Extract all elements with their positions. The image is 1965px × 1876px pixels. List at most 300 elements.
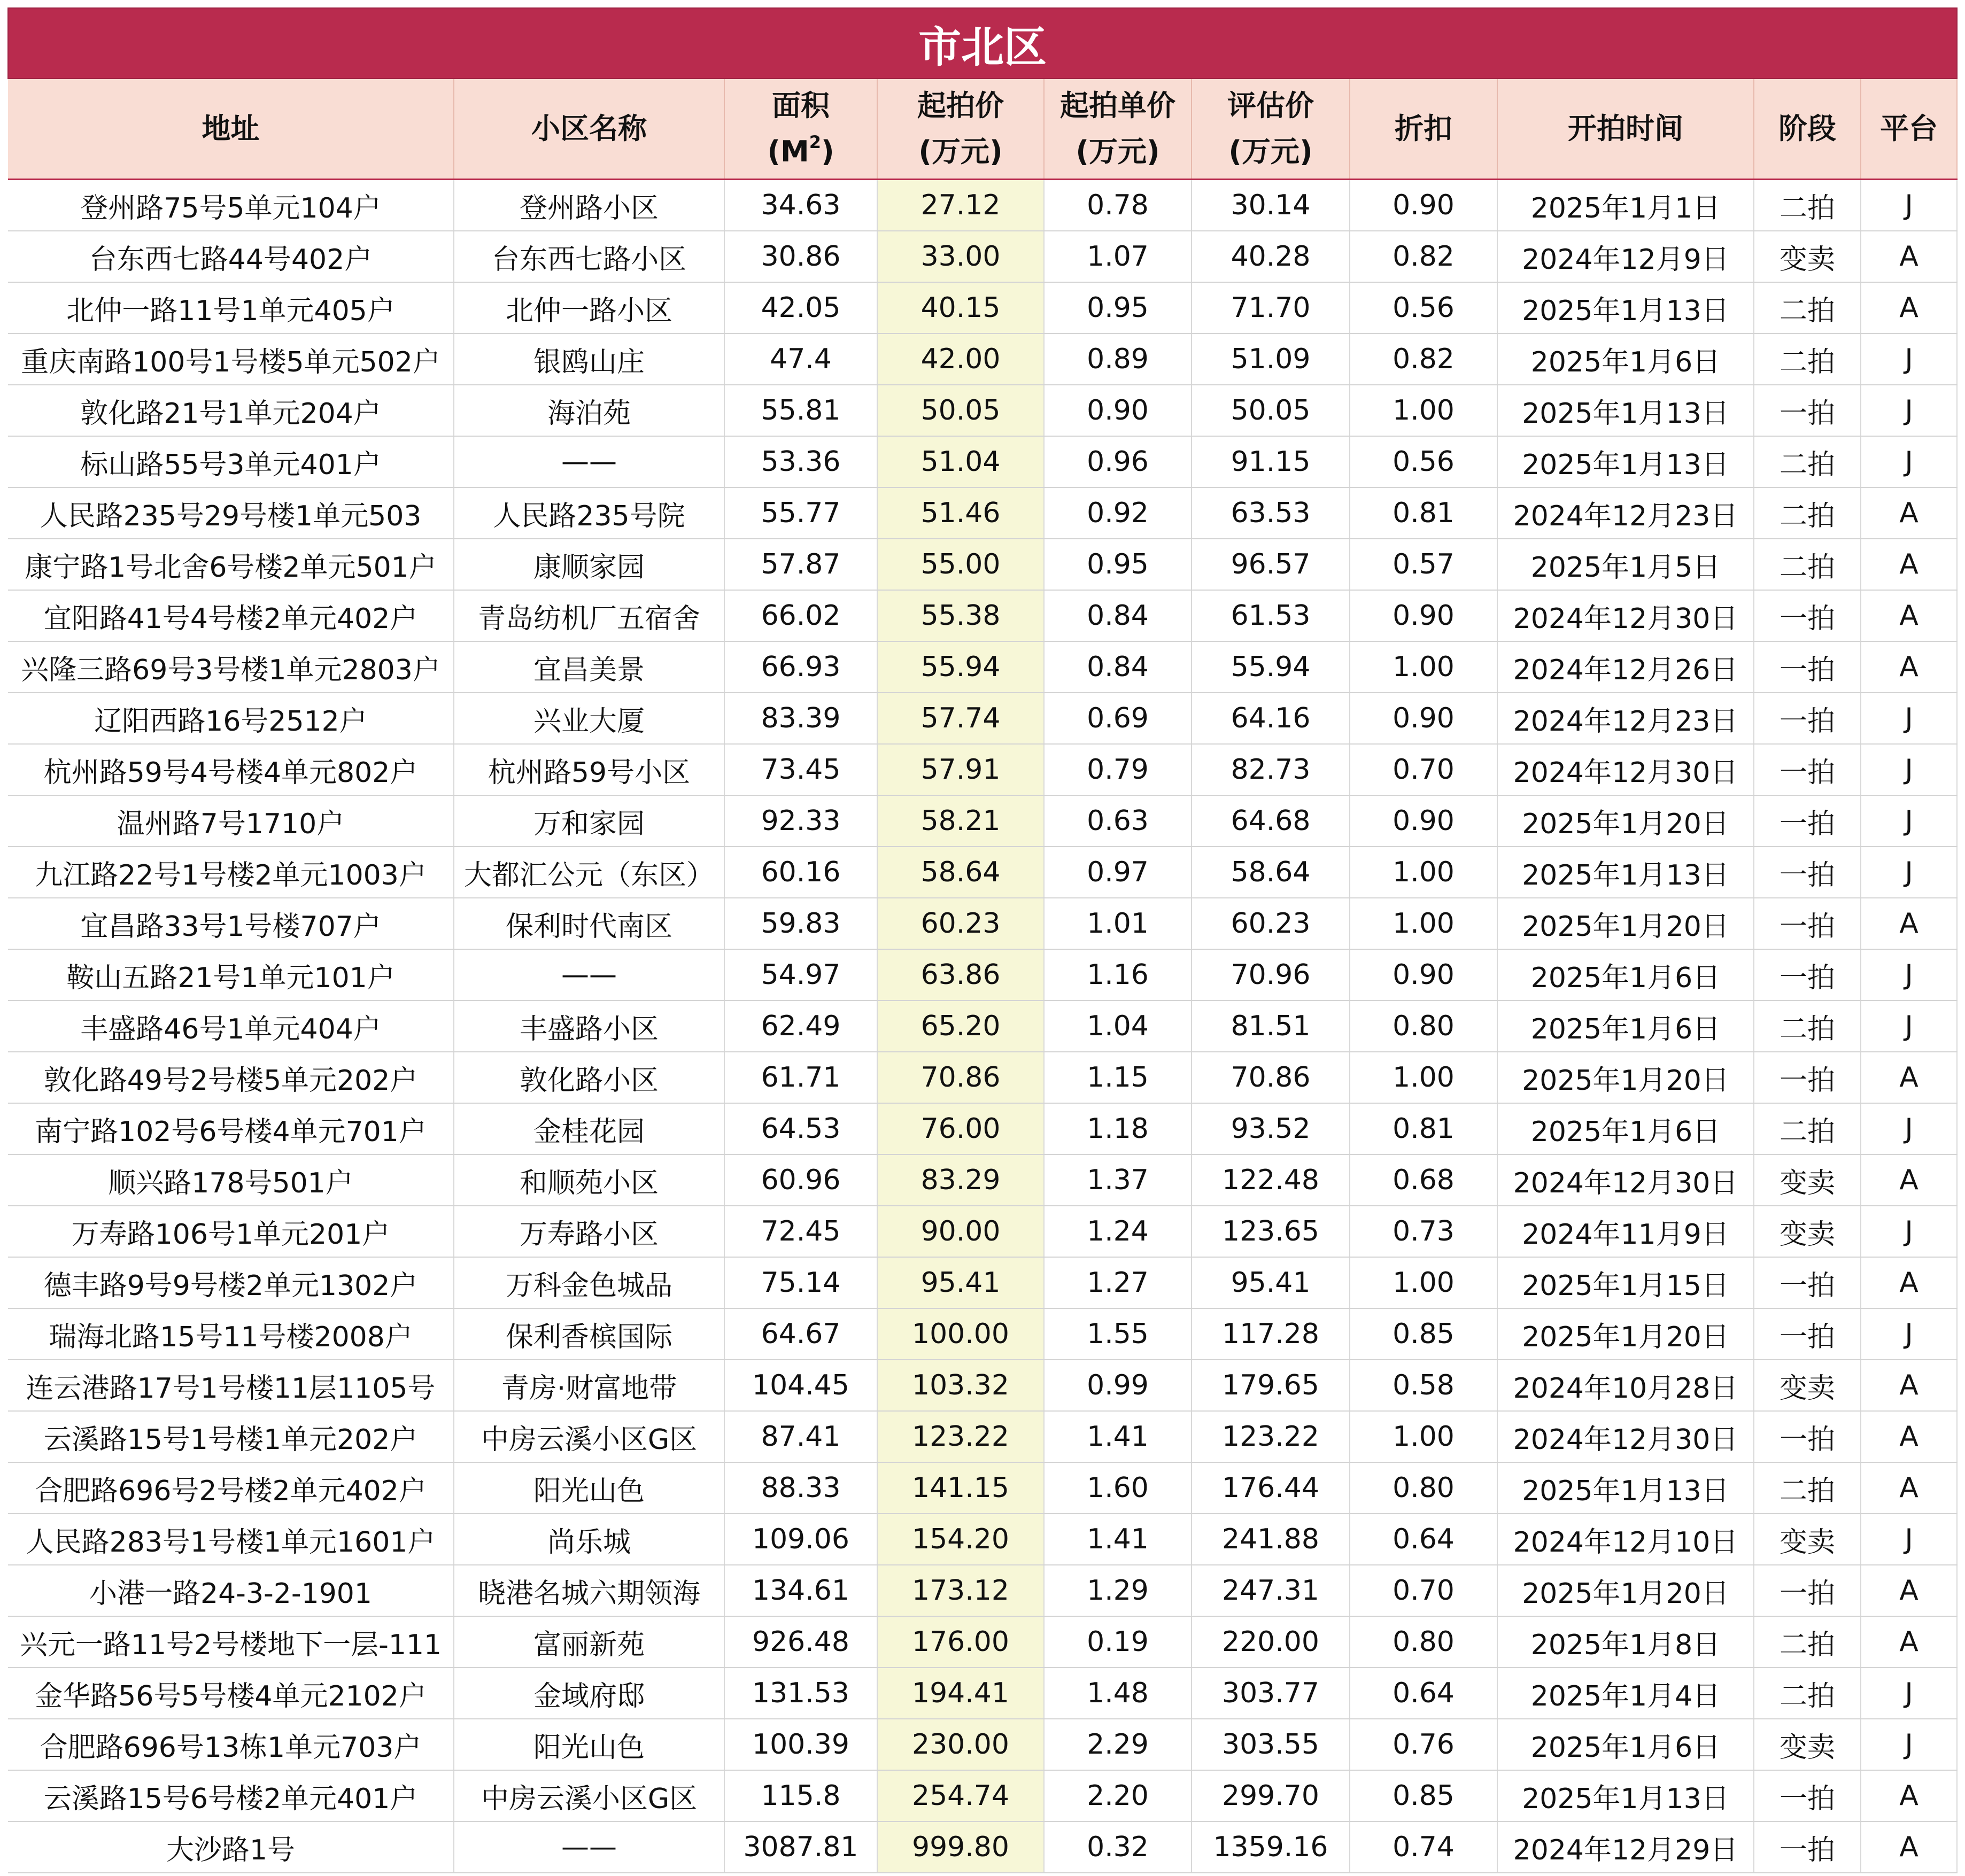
cell-stage: 二拍 (1754, 334, 1861, 385)
cell-area: 34.63 (724, 180, 877, 231)
cell-platform: J (1861, 1206, 1957, 1257)
cell-start-price: 33.00 (877, 231, 1044, 282)
cell-discount: 0.80 (1350, 1616, 1497, 1668)
cell-start-price: 65.20 (877, 1001, 1044, 1052)
cell-appraisal: 55.94 (1192, 641, 1350, 693)
cell-unit-price: 0.92 (1044, 487, 1192, 539)
cell-discount: 0.58 (1350, 1360, 1497, 1411)
cell-auction-time: 2025年1月5日 (1497, 539, 1754, 590)
cell-community: 兴业大厦 (454, 693, 724, 744)
cell-address: 兴隆三路69号3号楼1单元2803户 (8, 641, 454, 693)
cell-community: —— (454, 436, 724, 487)
header-address: 地址 (8, 79, 454, 180)
table-row (8, 641, 1957, 693)
cell-community: 丰盛路小区 (454, 1001, 724, 1052)
cell-platform: J (1861, 795, 1957, 847)
cell-auction-time: 2025年1月6日 (1497, 1103, 1754, 1154)
cell-auction-time: 2024年12月23日 (1497, 693, 1754, 744)
cell-stage: 变卖 (1754, 1719, 1861, 1770)
cell-address: 重庆南路100号1号楼5单元502户 (8, 334, 454, 385)
cell-discount: 1.00 (1350, 1411, 1497, 1462)
cell-auction-time: 2024年12月30日 (1497, 590, 1754, 641)
cell-appraisal: 95.41 (1192, 1257, 1350, 1308)
cell-community: 保利香槟国际 (454, 1308, 724, 1360)
cell-area: 131.53 (724, 1668, 877, 1719)
cell-auction-time: 2025年1月4日 (1497, 1668, 1754, 1719)
cell-unit-price: 1.04 (1044, 1001, 1192, 1052)
table-row (8, 180, 1957, 231)
cell-platform: J (1861, 385, 1957, 436)
cell-address: 人民路235号29号楼1单元503 (8, 487, 454, 539)
cell-auction-time: 2025年1月1日 (1497, 180, 1754, 231)
cell-auction-time: 2025年1月8日 (1497, 1616, 1754, 1668)
cell-start-price: 51.46 (877, 487, 1044, 539)
cell-auction-time: 2024年12月30日 (1497, 744, 1754, 795)
cell-stage: 一拍 (1754, 385, 1861, 436)
cell-platform: A (1861, 590, 1957, 641)
cell-community: 金桂花园 (454, 1103, 724, 1154)
cell-auction-time: 2024年10月28日 (1497, 1360, 1754, 1411)
cell-community: 阳光山色 (454, 1719, 724, 1770)
cell-discount: 0.81 (1350, 1103, 1497, 1154)
cell-unit-price: 1.07 (1044, 231, 1192, 282)
cell-start-price: 60.23 (877, 898, 1044, 949)
cell-auction-time: 2025年1月13日 (1497, 436, 1754, 487)
cell-area: 87.41 (724, 1411, 877, 1462)
cell-start-price: 154.20 (877, 1514, 1044, 1565)
cell-start-price: 55.00 (877, 539, 1044, 590)
cell-unit-price: 0.78 (1044, 180, 1192, 231)
cell-area: 73.45 (724, 744, 877, 795)
cell-stage: 一拍 (1754, 1770, 1861, 1821)
cell-appraisal: 82.73 (1192, 744, 1350, 795)
cell-auction-time: 2024年12月29日 (1497, 1821, 1754, 1873)
cell-platform: A (1861, 1565, 1957, 1616)
cell-start-price: 58.64 (877, 847, 1044, 898)
table-row (8, 1001, 1957, 1052)
cell-auction-time: 2024年12月23日 (1497, 487, 1754, 539)
cell-start-price: 70.86 (877, 1052, 1044, 1103)
cell-area: 104.45 (724, 1360, 877, 1411)
cell-appraisal: 30.14 (1192, 180, 1350, 231)
cell-area: 60.16 (724, 847, 877, 898)
cell-platform: J (1861, 334, 1957, 385)
cell-platform: J (1861, 1514, 1957, 1565)
header-start-price: 起拍价 (万元) (877, 79, 1044, 180)
cell-appraisal: 303.77 (1192, 1668, 1350, 1719)
cell-address: 金华路56号5号楼4单元2102户 (8, 1668, 454, 1719)
cell-platform: A (1861, 641, 1957, 693)
table-row (8, 590, 1957, 641)
cell-platform: A (1861, 282, 1957, 334)
cell-area: 55.81 (724, 385, 877, 436)
cell-auction-time: 2025年1月20日 (1497, 1308, 1754, 1360)
cell-auction-time: 2025年1月13日 (1497, 282, 1754, 334)
cell-platform: A (1861, 898, 1957, 949)
cell-start-price: 141.15 (877, 1462, 1044, 1514)
cell-unit-price: 0.96 (1044, 436, 1192, 487)
cell-appraisal: 93.52 (1192, 1103, 1350, 1154)
cell-platform: A (1861, 539, 1957, 590)
cell-start-price: 63.86 (877, 949, 1044, 1001)
cell-start-price: 103.32 (877, 1360, 1044, 1411)
cell-unit-price: 0.19 (1044, 1616, 1192, 1668)
cell-start-price: 27.12 (877, 180, 1044, 231)
cell-discount: 0.90 (1350, 949, 1497, 1001)
cell-area: 3087.81 (724, 1821, 877, 1873)
header-platform: 平台 (1861, 79, 1957, 180)
cell-address: 九江路22号1号楼2单元1003户 (8, 847, 454, 898)
cell-community: 大都汇公元（东区） (454, 847, 724, 898)
cell-platform: A (1861, 1821, 1957, 1873)
cell-community: 宜昌美景 (454, 641, 724, 693)
cell-appraisal: 71.70 (1192, 282, 1350, 334)
cell-address: 万寿路106号1单元201户 (8, 1206, 454, 1257)
cell-auction-time: 2025年1月6日 (1497, 334, 1754, 385)
cell-area: 55.77 (724, 487, 877, 539)
cell-community: 保利时代南区 (454, 898, 724, 949)
cell-stage: 二拍 (1754, 282, 1861, 334)
cell-platform: J (1861, 744, 1957, 795)
cell-stage: 一拍 (1754, 949, 1861, 1001)
cell-auction-time: 2025年1月13日 (1497, 385, 1754, 436)
table-row (8, 1103, 1957, 1154)
cell-start-price: 57.91 (877, 744, 1044, 795)
cell-community: 海泊苑 (454, 385, 724, 436)
cell-unit-price: 1.18 (1044, 1103, 1192, 1154)
cell-stage: 变卖 (1754, 1206, 1861, 1257)
header-auction-time: 开拍时间 (1497, 79, 1754, 180)
table-row (8, 539, 1957, 590)
cell-appraisal: 64.68 (1192, 795, 1350, 847)
cell-stage: 一拍 (1754, 641, 1861, 693)
cell-discount: 0.68 (1350, 1154, 1497, 1206)
table-body (8, 180, 1957, 1873)
cell-area: 59.83 (724, 898, 877, 949)
cell-stage: 一拍 (1754, 847, 1861, 898)
cell-auction-time: 2025年1月15日 (1497, 1257, 1754, 1308)
cell-platform: A (1861, 1360, 1957, 1411)
cell-start-price: 76.00 (877, 1103, 1044, 1154)
table-row (8, 1616, 1957, 1668)
cell-unit-price: 1.01 (1044, 898, 1192, 949)
cell-community: 北仲一路小区 (454, 282, 724, 334)
cell-community: 青房·财富地带 (454, 1360, 724, 1411)
cell-appraisal: 70.96 (1192, 949, 1350, 1001)
cell-stage: 一拍 (1754, 1565, 1861, 1616)
cell-platform: A (1861, 1616, 1957, 1668)
cell-unit-price: 1.15 (1044, 1052, 1192, 1103)
cell-start-price: 83.29 (877, 1154, 1044, 1206)
cell-appraisal: 96.57 (1192, 539, 1350, 590)
cell-discount: 1.00 (1350, 1052, 1497, 1103)
cell-unit-price: 0.84 (1044, 641, 1192, 693)
cell-unit-price: 0.90 (1044, 385, 1192, 436)
table-row (8, 847, 1957, 898)
table-row (8, 949, 1957, 1001)
cell-auction-time: 2024年12月26日 (1497, 641, 1754, 693)
cell-platform: A (1861, 1257, 1957, 1308)
cell-platform: A (1861, 1462, 1957, 1514)
cell-start-price: 50.05 (877, 385, 1044, 436)
cell-appraisal: 299.70 (1192, 1770, 1350, 1821)
cell-auction-time: 2024年12月30日 (1497, 1411, 1754, 1462)
cell-discount: 0.90 (1350, 693, 1497, 744)
cell-discount: 1.00 (1350, 898, 1497, 949)
cell-area: 75.14 (724, 1257, 877, 1308)
table-row (8, 1052, 1957, 1103)
cell-community: 和顺苑小区 (454, 1154, 724, 1206)
cell-platform: J (1861, 1719, 1957, 1770)
cell-appraisal: 60.23 (1192, 898, 1350, 949)
cell-address: 云溪路15号6号楼2单元401户 (8, 1770, 454, 1821)
cell-community: 杭州路59号小区 (454, 744, 724, 795)
cell-address: 云溪路15号1号楼1单元202户 (8, 1411, 454, 1462)
cell-stage: 一拍 (1754, 795, 1861, 847)
cell-auction-time: 2025年1月20日 (1497, 795, 1754, 847)
cell-discount: 0.90 (1350, 180, 1497, 231)
table-row (8, 1462, 1957, 1514)
cell-discount: 0.56 (1350, 282, 1497, 334)
header-discount: 折扣 (1350, 79, 1497, 180)
cell-discount: 0.64 (1350, 1514, 1497, 1565)
cell-community: 中房云溪小区G区 (454, 1770, 724, 1821)
cell-community: 敦化路小区 (454, 1052, 724, 1103)
header-appraisal: 评估价 (万元) (1192, 79, 1350, 180)
cell-area: 109.06 (724, 1514, 877, 1565)
cell-area: 64.53 (724, 1103, 877, 1154)
cell-community: 登州路小区 (454, 180, 724, 231)
cell-unit-price: 0.84 (1044, 590, 1192, 641)
cell-auction-time: 2025年1月6日 (1497, 1001, 1754, 1052)
cell-discount: 0.73 (1350, 1206, 1497, 1257)
cell-stage: 一拍 (1754, 693, 1861, 744)
cell-address: 大沙路1号 (8, 1821, 454, 1873)
cell-address: 标山路55号3单元401户 (8, 436, 454, 487)
cell-appraisal: 50.05 (1192, 385, 1350, 436)
cell-address: 瑞海北路15号11号楼2008户 (8, 1308, 454, 1360)
cell-start-price: 40.15 (877, 282, 1044, 334)
header-community: 小区名称 (454, 79, 724, 180)
cell-area: 62.49 (724, 1001, 877, 1052)
cell-auction-time: 2024年12月9日 (1497, 231, 1754, 282)
cell-stage: 一拍 (1754, 898, 1861, 949)
cell-appraisal: 61.53 (1192, 590, 1350, 641)
cell-community: 富丽新苑 (454, 1616, 724, 1668)
cell-platform: J (1861, 180, 1957, 231)
cell-community: 金域府邸 (454, 1668, 724, 1719)
cell-appraisal: 64.16 (1192, 693, 1350, 744)
cell-auction-time: 2024年11月9日 (1497, 1206, 1754, 1257)
cell-area: 66.93 (724, 641, 877, 693)
cell-appraisal: 91.15 (1192, 436, 1350, 487)
district-title: 市北区 (8, 8, 1957, 79)
cell-start-price: 90.00 (877, 1206, 1044, 1257)
cell-stage: 一拍 (1754, 1411, 1861, 1462)
cell-area: 72.45 (724, 1206, 877, 1257)
cell-address: 小港一路24-3-2-1901 (8, 1565, 454, 1616)
cell-area: 100.39 (724, 1719, 877, 1770)
cell-community: —— (454, 1821, 724, 1873)
cell-address: 丰盛路46号1单元404户 (8, 1001, 454, 1052)
table-row (8, 1565, 1957, 1616)
table-row (8, 231, 1957, 282)
cell-address: 敦化路21号1单元204户 (8, 385, 454, 436)
cell-stage: 二拍 (1754, 1103, 1861, 1154)
cell-platform: J (1861, 949, 1957, 1001)
cell-platform: A (1861, 1052, 1957, 1103)
cell-community: 万科金色城品 (454, 1257, 724, 1308)
cell-community: 康顺家园 (454, 539, 724, 590)
cell-unit-price: 1.37 (1044, 1154, 1192, 1206)
cell-area: 54.97 (724, 949, 877, 1001)
cell-stage: 二拍 (1754, 180, 1861, 231)
cell-unit-price: 1.41 (1044, 1514, 1192, 1565)
cell-auction-time: 2025年1月13日 (1497, 1462, 1754, 1514)
cell-stage: 二拍 (1754, 1462, 1861, 1514)
table-row (8, 795, 1957, 847)
cell-community: 万和家园 (454, 795, 724, 847)
cell-address: 康宁路1号北舍6号楼2单元501户 (8, 539, 454, 590)
table-row (8, 1668, 1957, 1719)
cell-start-price: 51.04 (877, 436, 1044, 487)
cell-address: 宜昌路33号1号楼707户 (8, 898, 454, 949)
cell-area: 53.36 (724, 436, 877, 487)
cell-platform: A (1861, 1770, 1957, 1821)
cell-unit-price: 1.41 (1044, 1411, 1192, 1462)
cell-discount: 0.70 (1350, 744, 1497, 795)
cell-unit-price: 2.29 (1044, 1719, 1192, 1770)
cell-address: 合肥路696号2号楼2单元402户 (8, 1462, 454, 1514)
table-row (8, 487, 1957, 539)
cell-unit-price: 2.20 (1044, 1770, 1192, 1821)
cell-community: —— (454, 949, 724, 1001)
cell-unit-price: 1.60 (1044, 1462, 1192, 1514)
table-row (8, 1514, 1957, 1565)
cell-start-price: 254.74 (877, 1770, 1044, 1821)
cell-start-price: 100.00 (877, 1308, 1044, 1360)
cell-area: 47.4 (724, 334, 877, 385)
cell-area: 115.8 (724, 1770, 877, 1821)
cell-discount: 0.90 (1350, 795, 1497, 847)
cell-unit-price: 0.95 (1044, 282, 1192, 334)
cell-stage: 二拍 (1754, 1616, 1861, 1668)
cell-area: 42.05 (724, 282, 877, 334)
cell-auction-time: 2025年1月6日 (1497, 949, 1754, 1001)
cell-appraisal: 70.86 (1192, 1052, 1350, 1103)
cell-discount: 0.82 (1350, 231, 1497, 282)
cell-stage: 变卖 (1754, 1360, 1861, 1411)
cell-appraisal: 122.48 (1192, 1154, 1350, 1206)
cell-appraisal: 81.51 (1192, 1001, 1350, 1052)
cell-area: 83.39 (724, 693, 877, 744)
cell-start-price: 230.00 (877, 1719, 1044, 1770)
table-row (8, 1154, 1957, 1206)
cell-auction-time: 2025年1月13日 (1497, 847, 1754, 898)
cell-unit-price: 1.16 (1044, 949, 1192, 1001)
cell-appraisal: 241.88 (1192, 1514, 1350, 1565)
table-row (8, 334, 1957, 385)
cell-stage: 二拍 (1754, 539, 1861, 590)
cell-address: 宜阳路41号4号楼2单元402户 (8, 590, 454, 641)
cell-platform: J (1861, 436, 1957, 487)
cell-stage: 变卖 (1754, 231, 1861, 282)
cell-unit-price: 1.29 (1044, 1565, 1192, 1616)
cell-address: 杭州路59号4号楼4单元802户 (8, 744, 454, 795)
cell-area: 57.87 (724, 539, 877, 590)
cell-unit-price: 1.24 (1044, 1206, 1192, 1257)
cell-address: 顺兴路178号501户 (8, 1154, 454, 1206)
cell-discount: 0.70 (1350, 1565, 1497, 1616)
cell-unit-price: 0.97 (1044, 847, 1192, 898)
cell-appraisal: 220.00 (1192, 1616, 1350, 1668)
table-row (8, 385, 1957, 436)
cell-address: 北仲一路11号1单元405户 (8, 282, 454, 334)
cell-community: 万寿路小区 (454, 1206, 724, 1257)
cell-area: 61.71 (724, 1052, 877, 1103)
cell-unit-price: 0.95 (1044, 539, 1192, 590)
table-row (8, 1206, 1957, 1257)
cell-discount: 0.76 (1350, 1719, 1497, 1770)
cell-community: 中房云溪小区G区 (454, 1411, 724, 1462)
cell-discount: 0.64 (1350, 1668, 1497, 1719)
cell-auction-time: 2024年12月10日 (1497, 1514, 1754, 1565)
cell-unit-price: 0.32 (1044, 1821, 1192, 1873)
cell-start-price: 95.41 (877, 1257, 1044, 1308)
cell-auction-time: 2025年1月20日 (1497, 898, 1754, 949)
table-row (8, 898, 1957, 949)
table-row (8, 693, 1957, 744)
cell-address: 合肥路696号13栋1单元703户 (8, 1719, 454, 1770)
cell-start-price: 194.41 (877, 1668, 1044, 1719)
cell-community: 阳光山色 (454, 1462, 724, 1514)
cell-discount: 1.00 (1350, 641, 1497, 693)
cell-platform: A (1861, 231, 1957, 282)
cell-platform: J (1861, 693, 1957, 744)
cell-area: 66.02 (724, 590, 877, 641)
cell-start-price: 999.80 (877, 1821, 1044, 1873)
cell-discount: 1.00 (1350, 1257, 1497, 1308)
cell-appraisal: 303.55 (1192, 1719, 1350, 1770)
cell-start-price: 173.12 (877, 1565, 1044, 1616)
cell-stage: 变卖 (1754, 1154, 1861, 1206)
cell-community: 人民路235号院 (454, 487, 724, 539)
cell-stage: 二拍 (1754, 436, 1861, 487)
cell-address: 德丰路9号9号楼2单元1302户 (8, 1257, 454, 1308)
cell-appraisal: 63.53 (1192, 487, 1350, 539)
cell-stage: 一拍 (1754, 1821, 1861, 1873)
cell-address: 辽阳西路16号2512户 (8, 693, 454, 744)
cell-stage: 一拍 (1754, 590, 1861, 641)
cell-start-price: 57.74 (877, 693, 1044, 744)
table-row (8, 1308, 1957, 1360)
cell-appraisal: 117.28 (1192, 1308, 1350, 1360)
cell-stage: 一拍 (1754, 1052, 1861, 1103)
cell-address: 鞍山五路21号1单元101户 (8, 949, 454, 1001)
cell-appraisal: 123.65 (1192, 1206, 1350, 1257)
cell-community: 尚乐城 (454, 1514, 724, 1565)
cell-auction-time: 2024年12月30日 (1497, 1154, 1754, 1206)
cell-unit-price: 1.27 (1044, 1257, 1192, 1308)
cell-start-price: 55.94 (877, 641, 1044, 693)
cell-appraisal: 58.64 (1192, 847, 1350, 898)
cell-community: 台东西七路小区 (454, 231, 724, 282)
cell-appraisal: 40.28 (1192, 231, 1350, 282)
cell-area: 64.67 (724, 1308, 877, 1360)
cell-address: 敦化路49号2号楼5单元202户 (8, 1052, 454, 1103)
cell-stage: 一拍 (1754, 1257, 1861, 1308)
cell-discount: 0.74 (1350, 1821, 1497, 1873)
